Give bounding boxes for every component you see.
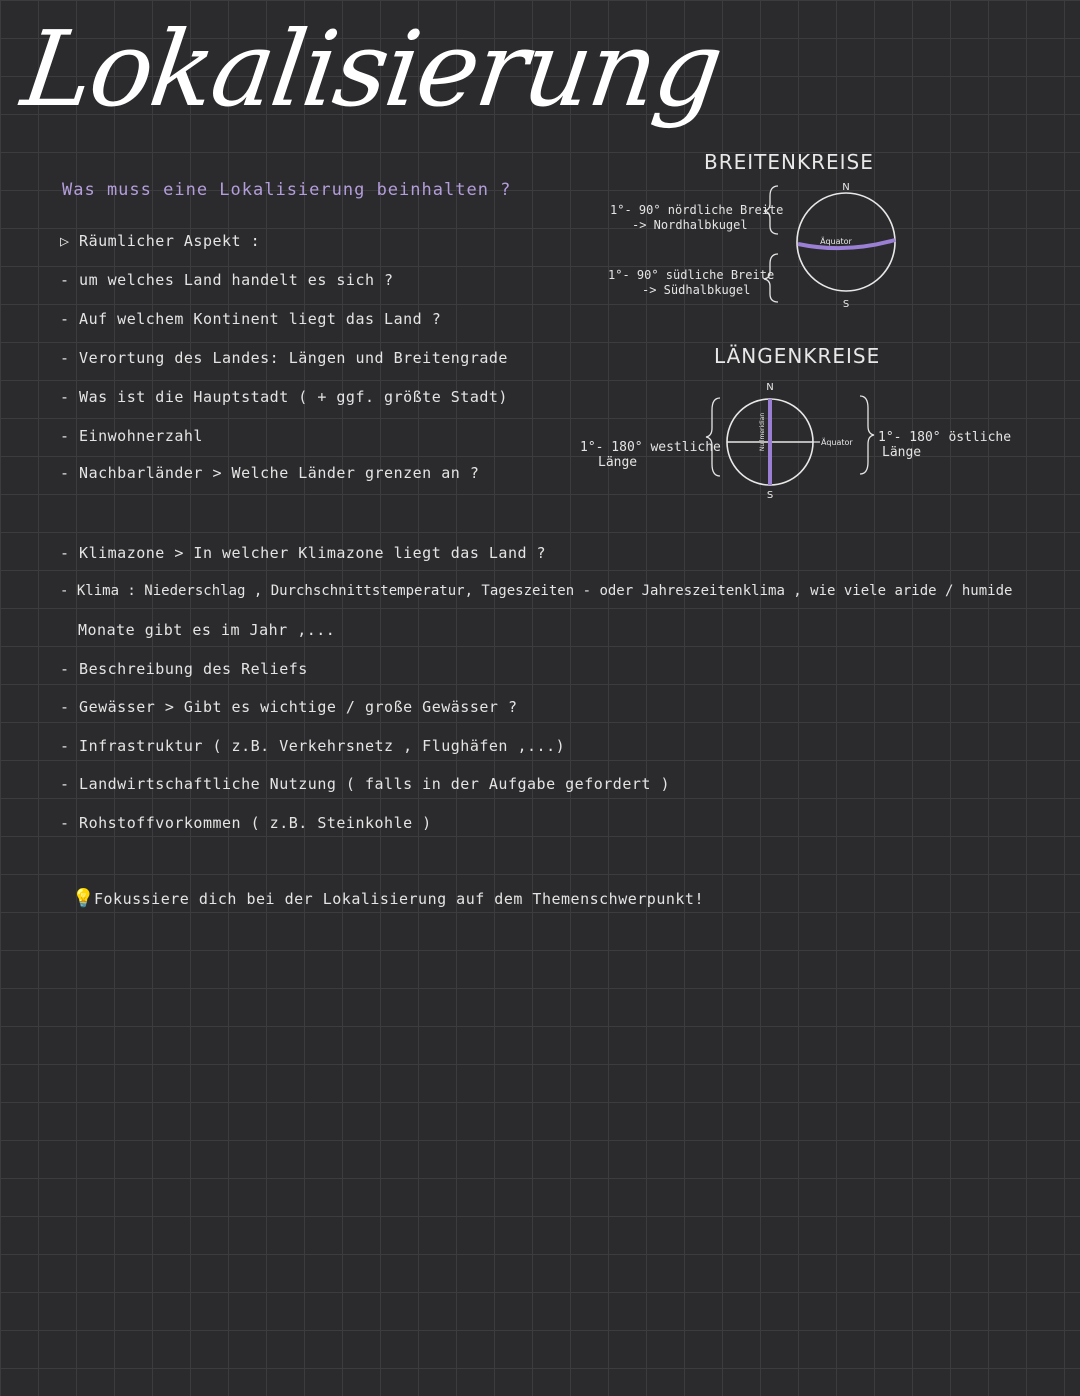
hint-note <box>72 888 704 909</box>
list-item: - Infrastruktur ( z.B. Verkehrsnetz , Flughäfen ,...) <box>60 737 566 755</box>
south-brace <box>764 254 778 302</box>
equator-label: Äquator <box>821 438 853 447</box>
aspect-heading: ▷ Räumlicher Aspekt : <box>60 232 261 250</box>
north-latitude-label <box>610 203 783 233</box>
north-hemisphere-text: -> Nordhalbkugel <box>632 218 748 232</box>
lightbulb-icon: 💡 <box>72 888 95 909</box>
east-longitude-label <box>878 430 1011 460</box>
list-item-continuation: Monate gibt es im Jahr ,... <box>78 621 336 639</box>
east-brace <box>860 396 874 474</box>
south-latitude-label <box>608 268 774 298</box>
laengenkreise-globe-diagram <box>704 378 876 502</box>
south-latitude-text: 1°- 90° südliche Breite <box>608 268 775 282</box>
laengenkreise-title: LÄNGENKREISE <box>714 344 881 368</box>
list-item: - Klimazone > In welcher Klimazone liegt das Land ? <box>60 544 547 562</box>
list-item: - Verortung des Landes: Längen und Breitengrade <box>60 349 508 367</box>
list-item: - Was ist die Hauptstadt ( + ggf. größte Stadt) <box>60 388 508 406</box>
list-item: - Rohstoffvorkommen ( z.B. Steinkohle ) <box>60 814 432 832</box>
north-latitude-text: 1°- 90° nördliche Breite <box>610 203 784 217</box>
list-item: - um welches Land handelt es sich ? <box>60 271 394 289</box>
meridian-label: Nullmeridian <box>759 412 766 452</box>
north-marker: N <box>766 382 774 393</box>
east-longitude-text2: Länge <box>882 445 922 460</box>
west-brace <box>706 398 720 476</box>
west-longitude-label <box>580 440 721 470</box>
north-brace <box>764 186 778 234</box>
south-marker: S <box>842 299 850 310</box>
west-longitude-text2: Länge <box>598 455 638 470</box>
south-marker: S <box>766 490 774 501</box>
list-item: - Gewässer > Gibt es wichtige / große Gewässer ? <box>60 698 518 716</box>
hint-text: Fokussiere dich bei der Lokalisierung auf dem Themenschwerpunkt! <box>94 890 704 908</box>
south-hemisphere-text: -> Südhalbkugel <box>642 283 751 297</box>
equator-label: Äquator <box>820 237 852 246</box>
west-longitude-text: 1°- 180° westliche <box>580 440 721 455</box>
breitenkreise-globe-diagram <box>760 176 920 310</box>
section-question: Was muss eine Lokalisierung beinhalten ? <box>62 180 512 200</box>
list-item: - Landwirtschaftliche Nutzung ( falls in der Aufgabe gefordert ) <box>60 775 670 793</box>
list-item: - Nachbarländer > Welche Länder grenzen an ? <box>60 464 480 482</box>
list-item: - Beschreibung des Reliefs <box>60 660 308 678</box>
north-marker: N <box>842 182 850 193</box>
list-item: - Auf welchem Kontinent liegt das Land ? <box>60 310 442 328</box>
list-item: - Klima : Niederschlag , Durchschnittstemperatur, Tageszeiten - oder Jahreszeitenklima , wie viele aride / humide <box>60 583 1013 599</box>
east-longitude-text: 1°- 180° östliche <box>878 430 1012 445</box>
page-title: Lokalisierung <box>15 8 729 130</box>
list-item: - Einwohnerzahl <box>60 427 203 445</box>
breitenkreise-title: BREITENKREISE <box>704 150 874 174</box>
